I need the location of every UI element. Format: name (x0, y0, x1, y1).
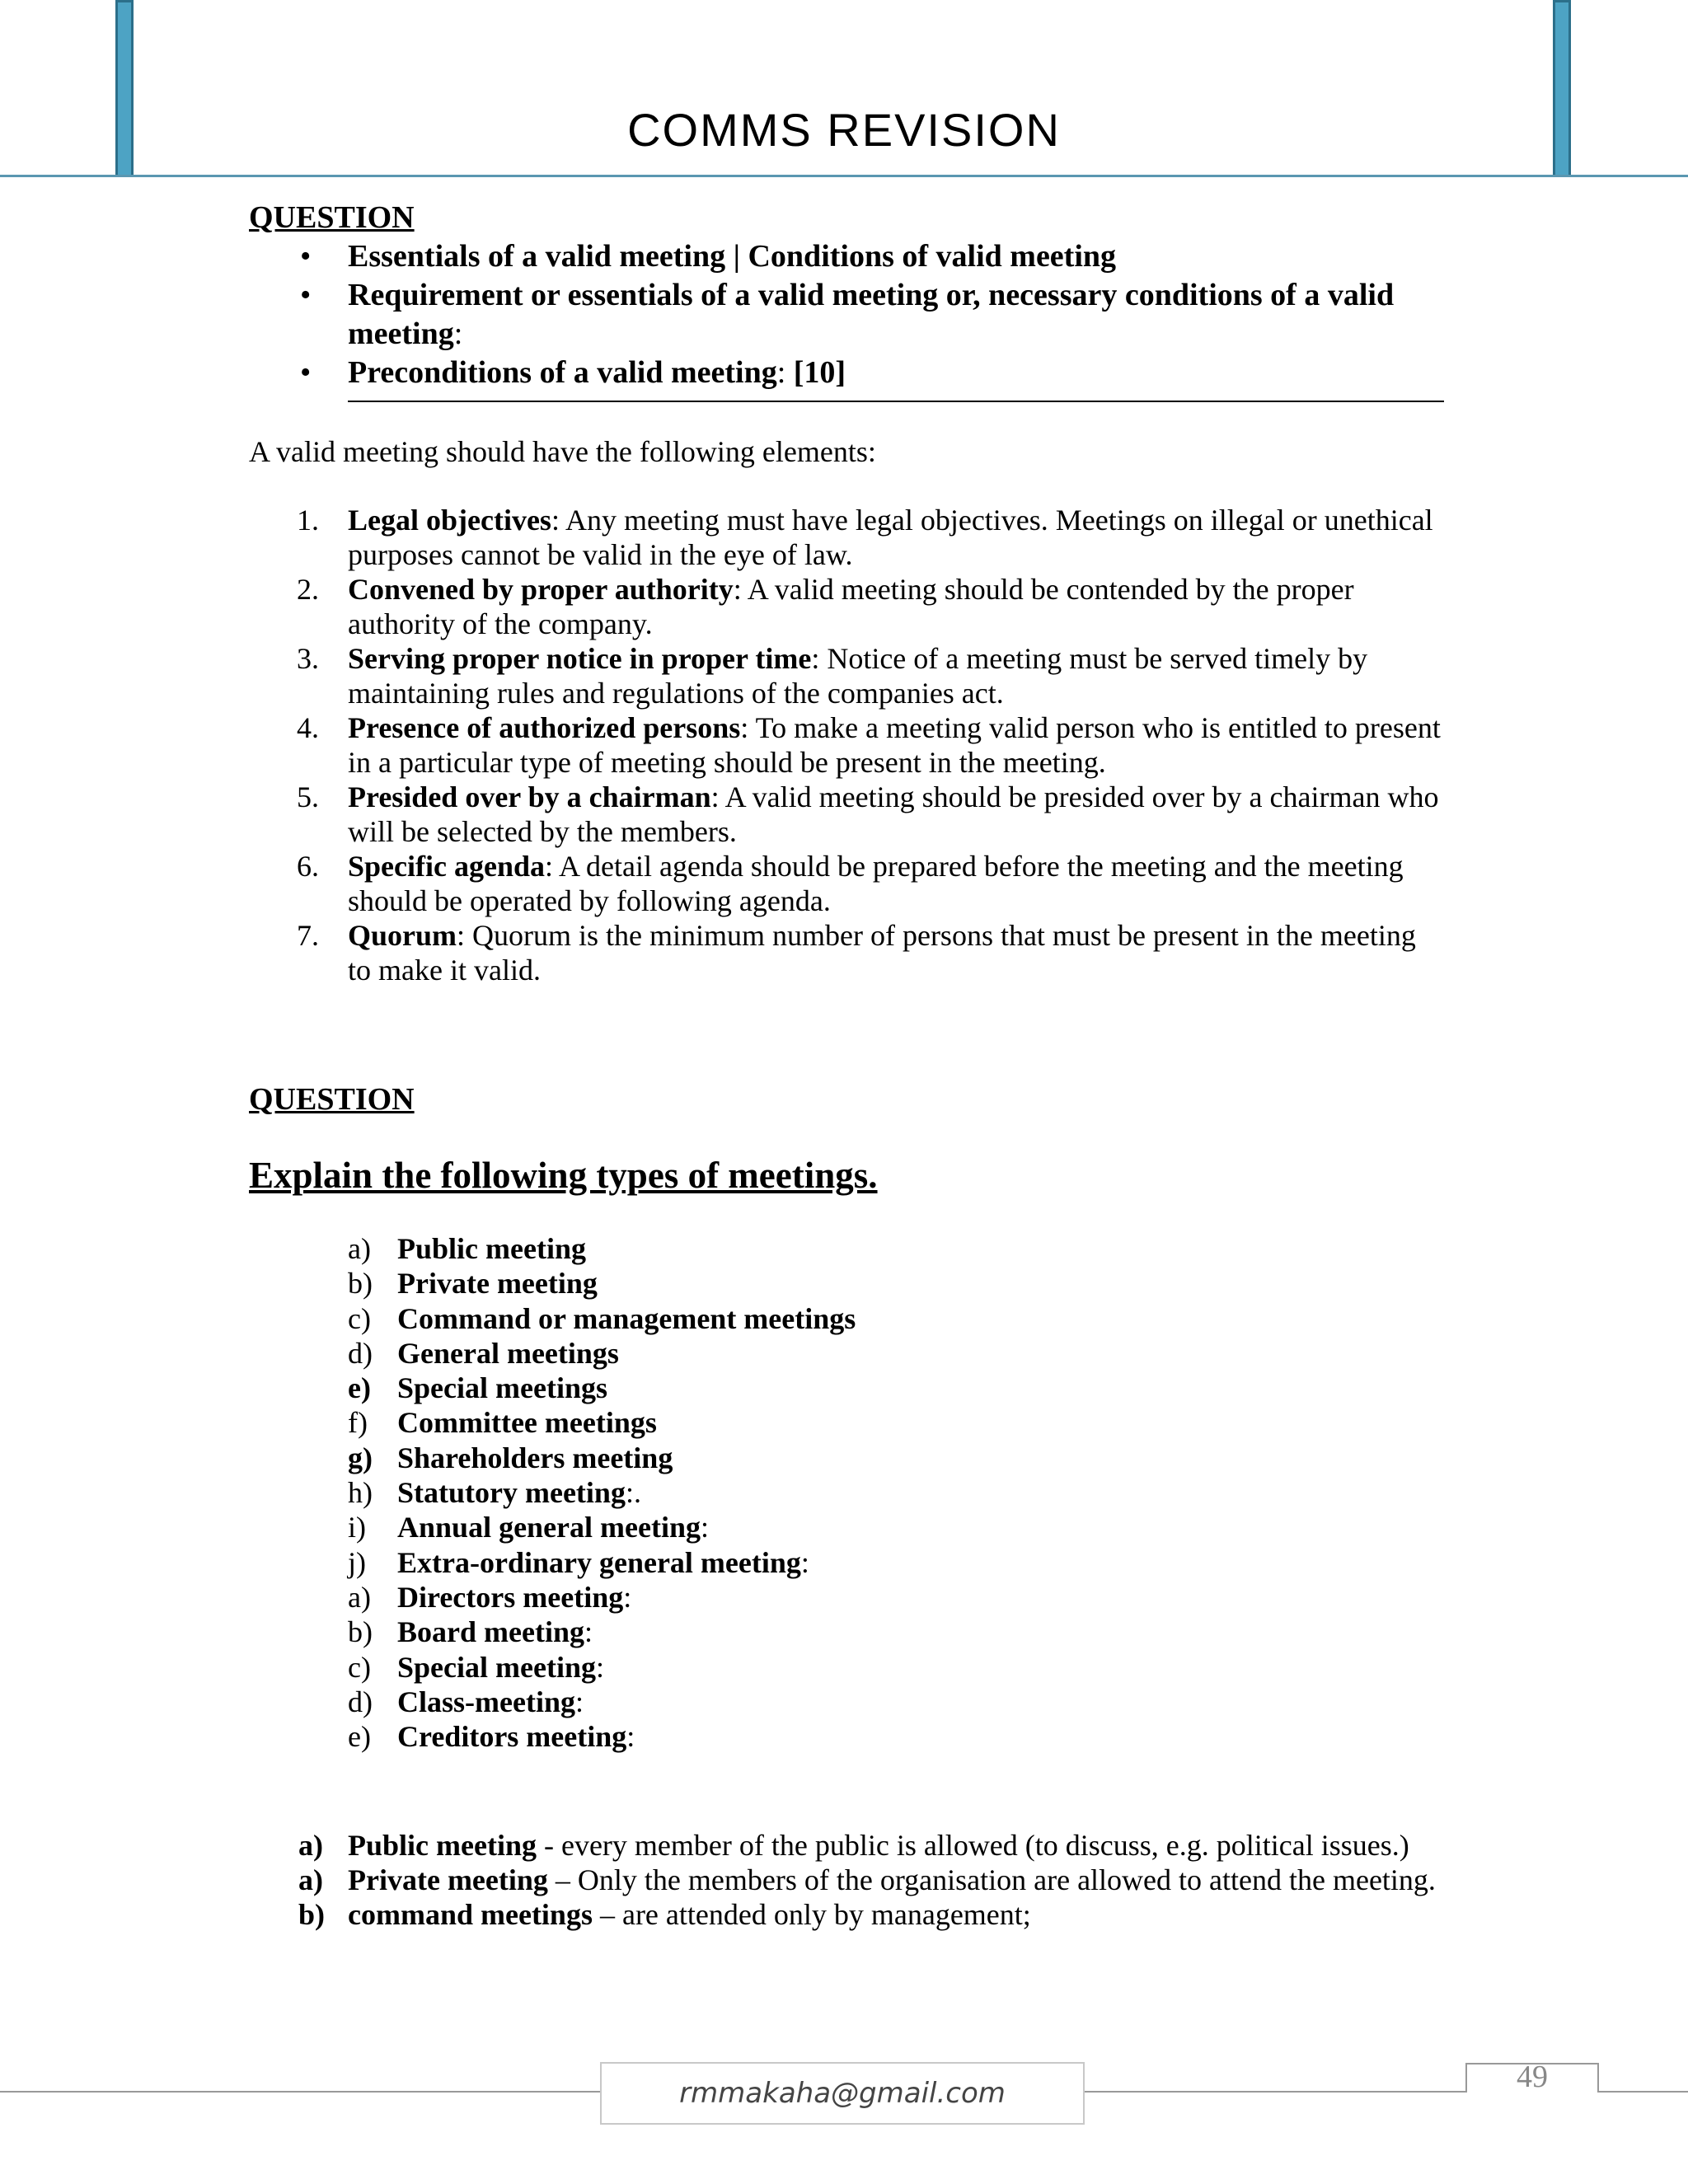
item-text: : A valid meeting should be contended by the proper authority of the company. (348, 573, 1354, 640)
item-suffix: : (574, 1685, 584, 1718)
item-term: Convened by proper authority (348, 573, 734, 606)
bullet-item (300, 354, 1444, 392)
footer-email: rmmakaha@gmail.com (600, 2062, 1085, 2125)
list-item (249, 1475, 1444, 1510)
list-item (249, 1405, 1444, 1440)
item-suffix: : (700, 1511, 709, 1544)
item-term: Specific agenda (348, 850, 545, 883)
item-name: Annual general meeting (397, 1511, 701, 1544)
item-name: Command or management meetings (397, 1301, 856, 1335)
item-letter: e) (348, 1371, 371, 1405)
list-item (249, 1685, 1444, 1719)
item-text: - every member of the public is allowed (to discuss, e.g. political issues.) (536, 1829, 1409, 1863)
item-letter: b) (348, 1267, 373, 1301)
question-label: QUESTION (249, 200, 415, 235)
bullet-marks: [10] (793, 355, 846, 390)
page-header-title: COMMS REVISION (627, 104, 1061, 156)
item-name: Board meeting (397, 1615, 584, 1649)
item-term: Quorum (348, 919, 457, 952)
definitions-list (249, 1828, 1444, 1932)
list-item (249, 503, 1444, 572)
item-term: command meetings (348, 1898, 593, 1932)
item-name: Statutory meeting (397, 1476, 626, 1510)
list-item (249, 918, 1444, 987)
item-suffix: : (595, 1650, 604, 1684)
list-item (249, 1266, 1444, 1301)
list-item (249, 572, 1444, 641)
item-name: Public meeting (397, 1232, 586, 1265)
list-item (249, 849, 1444, 918)
item-letter: a) (298, 1829, 323, 1863)
item-name: Special meeting (397, 1650, 596, 1684)
footer-rule-middle (1085, 2091, 1465, 2093)
list-item (249, 1510, 1444, 1544)
meeting-types-list (249, 1231, 1444, 1754)
item-name: Directors meeting (397, 1580, 624, 1614)
bullet-item (300, 276, 1444, 354)
item-letter: d) (348, 1685, 373, 1718)
intro-text: A valid meeting should have the following elements: (249, 435, 876, 468)
item-term: Private meeting (348, 1863, 548, 1897)
item-number: 3. (297, 642, 319, 675)
bullet-dot: • (300, 355, 312, 390)
list-item (249, 1441, 1444, 1475)
item-letter: a) (348, 1580, 371, 1614)
bullet-text: Preconditions of a valid meeting (348, 355, 777, 390)
item-letter: b) (348, 1615, 373, 1649)
item-suffix: :. (625, 1476, 641, 1510)
list-item (249, 641, 1444, 710)
item-text: – are attended only by management; (592, 1898, 1031, 1932)
item-name: Special meetings (397, 1371, 607, 1405)
bullet-dot: • (300, 278, 312, 312)
item-term: Presence of authorized persons (348, 711, 741, 744)
item-suffix: : (626, 1720, 635, 1754)
item-letter: j) (348, 1545, 366, 1579)
item-name: Creditors meeting (397, 1720, 627, 1754)
item-letter: g) (348, 1441, 373, 1474)
item-letter: d) (348, 1336, 373, 1370)
item-letter: a) (348, 1232, 371, 1265)
item-term: Presided over by a chairman (348, 780, 711, 813)
bullet-dot: • (300, 239, 312, 274)
item-number: 1. (297, 504, 319, 537)
list-item (249, 1301, 1444, 1336)
item-letter: h) (348, 1476, 373, 1510)
item-name: Shareholders meeting (397, 1441, 673, 1474)
item-text: : A detail agenda should be prepared before the meeting and the meeting should be operated by following agenda. (348, 850, 1404, 917)
item-suffix: : (584, 1615, 593, 1649)
item-letter: a) (298, 1863, 323, 1897)
item-name: Extra-ordinary general meeting (397, 1545, 801, 1579)
list-item (249, 1545, 1444, 1580)
item-text: : Notice of a meeting must be served timely by maintaining rules and regulations of the companies act. (348, 642, 1368, 710)
item-term: Public meeting (348, 1829, 537, 1863)
list-item (249, 1828, 1444, 1863)
item-letter: c) (348, 1650, 371, 1684)
footer-rule-left (0, 2091, 600, 2093)
item-number: 2. (297, 573, 319, 606)
item-suffix: : (623, 1580, 632, 1614)
item-suffix: : (800, 1545, 809, 1579)
question-bullets (300, 237, 1444, 402)
list-item (249, 1650, 1444, 1685)
list-item (249, 1719, 1444, 1754)
item-text: : A valid meeting should be presided over by a chairman who will be selected by the members. (348, 780, 1439, 848)
item-letter: i) (348, 1511, 366, 1544)
item-number: 4. (297, 711, 319, 744)
item-term: Legal objectives (348, 504, 551, 537)
item-number: 7. (297, 919, 319, 952)
list-item (249, 1615, 1444, 1649)
item-text: – Only the members of the organisation are allowed to attend the meeting. (547, 1863, 1436, 1897)
item-number: 6. (297, 850, 319, 883)
list-item (249, 710, 1444, 780)
list-item (249, 1897, 1444, 1932)
bullet-suffix: : (776, 355, 794, 390)
list-item (249, 1336, 1444, 1371)
item-name: Private meeting (397, 1267, 598, 1301)
item-letter: e) (348, 1720, 371, 1754)
item-letter: b) (298, 1898, 326, 1932)
item-text: : To make a meeting valid person who is entitled to present in a particular type of meeting should be present in the meeting. (348, 711, 1441, 779)
list-item (249, 1371, 1444, 1405)
item-number: 5. (297, 780, 319, 813)
item-name: Committee meetings (397, 1406, 657, 1440)
footer-rule-right (1599, 2091, 1688, 2093)
item-text: : Quorum is the minimum number of persons that must be present in the meeting to make it valid. (348, 919, 1416, 987)
bullet-item (300, 237, 1444, 276)
list-item (249, 1580, 1444, 1615)
page-number: 49 (1465, 2063, 1599, 2093)
bullet-text: Requirement or essentials of a valid meeting or, necessary conditions of a valid meeting (348, 278, 1395, 351)
item-name: General meetings (397, 1336, 619, 1370)
bullet-suffix: : (453, 316, 463, 351)
elements-list (249, 503, 1444, 987)
item-letter: f) (348, 1406, 368, 1440)
list-item (249, 780, 1444, 849)
list-item (249, 1231, 1444, 1266)
item-text: : Any meeting must have legal objectives. Meetings on illegal or unethical purposes cannot be valid in the eye of law. (348, 504, 1433, 571)
header-rule (0, 175, 1688, 177)
bullet-text: Essentials of a valid meeting | Conditions of valid meeting (348, 239, 1117, 274)
item-term: Serving proper notice in proper time (348, 642, 812, 675)
item-letter: c) (348, 1301, 371, 1335)
page-content (249, 198, 1444, 1932)
question-label-2: QUESTION (249, 1082, 415, 1117)
item-name: Class-meeting (397, 1685, 575, 1718)
section-heading: Explain the following types of meetings. (249, 1155, 878, 1196)
list-item (249, 1863, 1444, 1897)
